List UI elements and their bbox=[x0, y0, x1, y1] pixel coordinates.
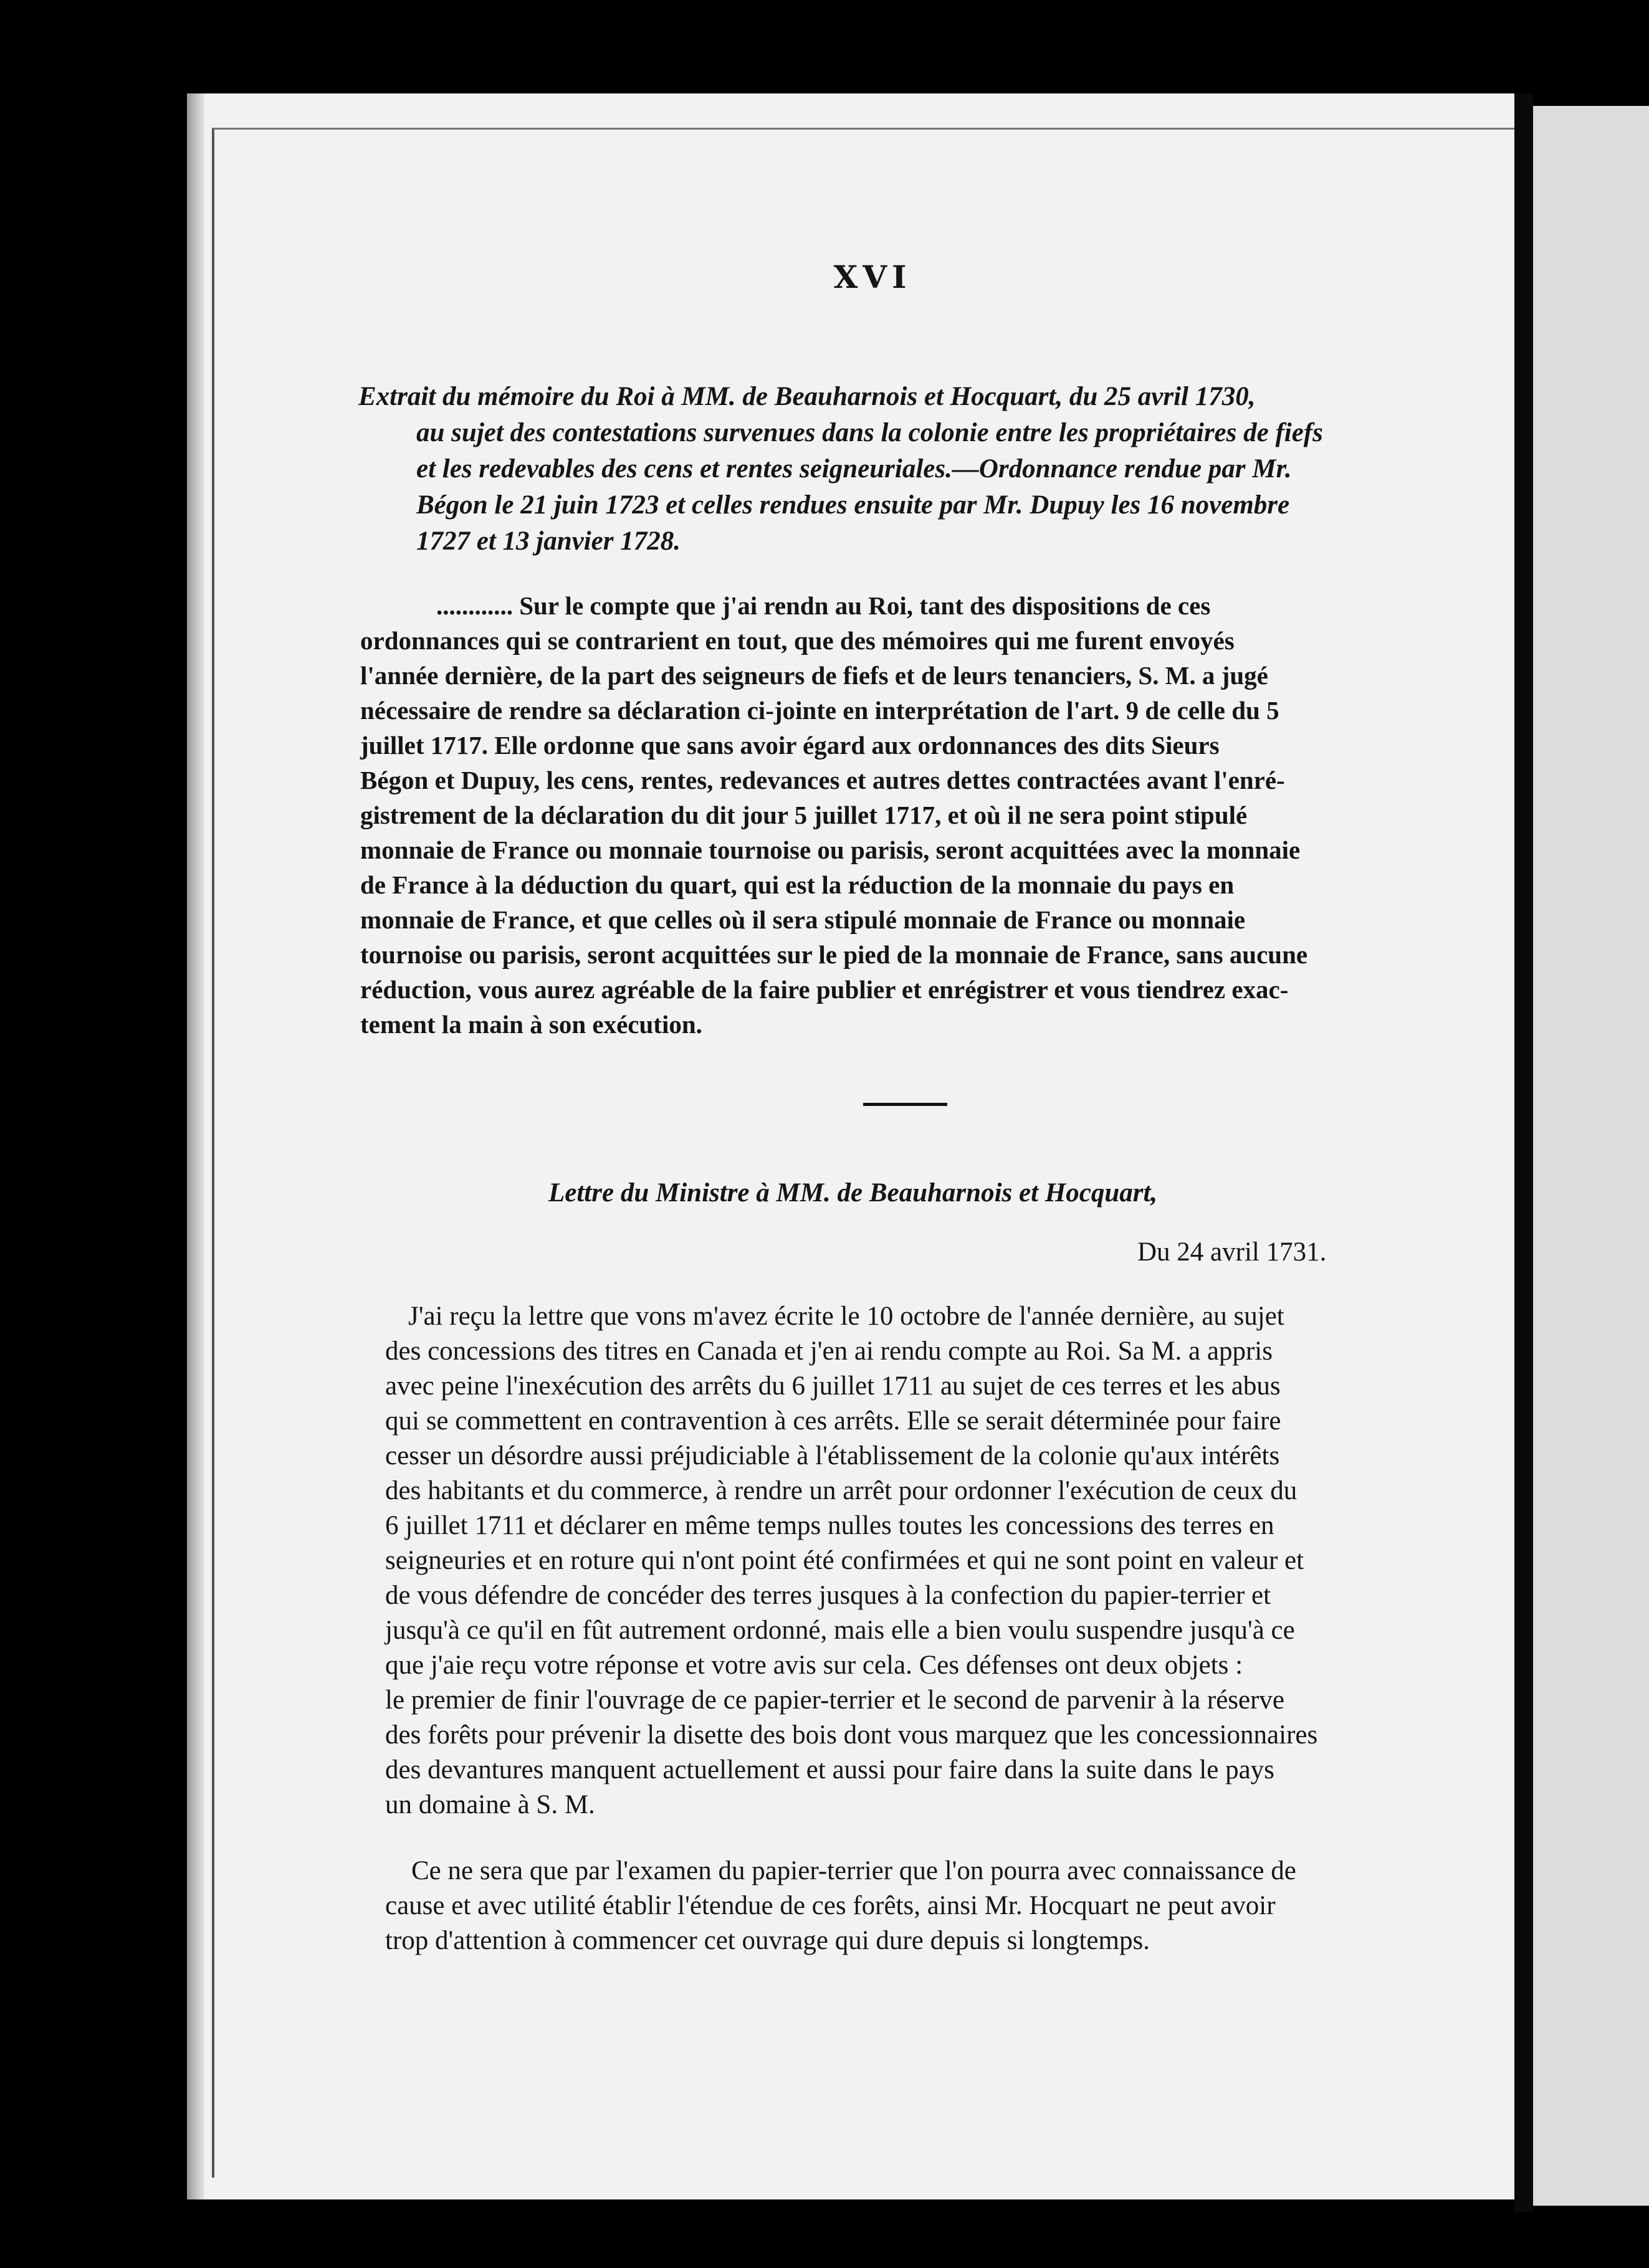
body-line: des devantures manquent actuellement et aussi pour faire dans la suite dans le pays bbox=[385, 1755, 1274, 1784]
body-line: avec peine l'inexécution des arrêts du 6 juillet 1711 au sujet de ces terres et les abus bbox=[385, 1371, 1281, 1401]
section-divider bbox=[863, 1103, 947, 1106]
body-line: trop d'attention à commencer cet ouvrage qui dure depuis si longtemps. bbox=[385, 1926, 1150, 1955]
body-line: monnaie de France, et que celles où il sera stipulé monnaie de France ou monnaie bbox=[360, 905, 1246, 934]
heading-line: et les redevables des cens et rentes seigneuriales.—Ordonnance rendue par Mr. bbox=[416, 454, 1292, 484]
letter-date: Du 24 avril 1731. bbox=[1137, 1237, 1327, 1267]
body-line: ordonnances qui se contrarient en tout, que des mémoires qui me furent envoyés bbox=[360, 626, 1235, 655]
heading-line: 1727 et 13 janvier 1728. bbox=[416, 526, 681, 556]
body-line: ............ Sur le compte que j'ai rendn au Roi, tant des dispositions de ces bbox=[436, 591, 1211, 620]
body-line: 6 juillet 1711 et déclarer en même temps nulles toutes les concessions des terres en bbox=[385, 1511, 1274, 1540]
page-number: XVI bbox=[833, 259, 912, 295]
body-line: le premier de finir l'ouvrage de ce papier-terrier et le second de parvenir à la réserve bbox=[385, 1685, 1285, 1715]
body-line: Ce ne sera que par l'examen du papier-terrier que l'on pourra avec connaissance de bbox=[411, 1856, 1296, 1885]
body-line: réduction, vous aurez agréable de la faire publier et enrégistrer et vous tiendrez exac- bbox=[360, 975, 1289, 1004]
body-line: juillet 1717. Elle ordonne que sans avoir égard aux ordonnances des dits Sieurs bbox=[360, 731, 1220, 760]
page-edge bbox=[187, 93, 204, 2199]
body-line: nécessaire de rendre sa déclaration ci-jointe en interprétation de l'art. 9 de celle du 5 bbox=[360, 696, 1279, 725]
body-line: des habitants et du commerce, à rendre un arrêt pour ordonner l'exécution de ceux du bbox=[385, 1476, 1298, 1505]
book-spine bbox=[1514, 93, 1533, 2212]
body-line: monnaie de France ou monnaie tournoise ou parisis, seront acquittées avec la monnaie bbox=[360, 836, 1301, 864]
body-line: tournoise ou parisis, seront acquittées sur le pied de la monnaie de France, sans aucune bbox=[360, 940, 1308, 969]
body-line: de France à la déduction du quart, qui est la réduction de la monnaie du pays en bbox=[360, 870, 1235, 899]
heading-line: au sujet des contestations survenues dans la colonie entre les propriétaires de fiefs bbox=[416, 418, 1323, 447]
facing-page-edge bbox=[1533, 106, 1649, 2206]
body-line: jusqu'à ce qu'il en fût autrement ordonné, mais elle a bien voulu suspendre jusqu'à ce bbox=[385, 1616, 1295, 1645]
body-line: Bégon et Dupuy, les cens, rentes, redevances et autres dettes contractées avant l'enré- bbox=[360, 766, 1285, 794]
body-line: cause et avec utilité établir l'étendue de ces forêts, ainsi Mr. Hocquart ne peut avoir bbox=[385, 1891, 1276, 1920]
heading-line: Bégon le 21 juin 1723 et celles rendues ensuite par Mr. Dupuy les 16 novembre bbox=[416, 490, 1290, 520]
body-line: gistrement de la déclaration du dit jour 5 juillet 1717, et où il ne sera point stipulé bbox=[360, 801, 1248, 829]
body-line: tement la main à son exécution. bbox=[360, 1010, 702, 1039]
body-line: des concessions des titres en Canada et j'en ai rendu compte au Roi. Sa M. a appris bbox=[385, 1336, 1273, 1366]
heading-line: Extrait du mémoire du Roi à MM. de Beauharnois et Hocquart, du 25 avril 1730, bbox=[358, 382, 1256, 411]
body-line: qui se commettent en contravention à ces arrêts. Elle se serait déterminée pour faire bbox=[385, 1406, 1281, 1436]
body-line: cesser un désordre aussi préjudiciable à l'établissement de la colonie qu'aux intérêts bbox=[385, 1441, 1280, 1470]
body-line: seigneuries et en roture qui n'ont point été confirmées et qui ne sont point en valeur et bbox=[385, 1546, 1304, 1575]
letter-title: Lettre du Ministre à MM. de Beauharnois et Hocquart, bbox=[548, 1178, 1158, 1208]
body-line: des forêts pour prévenir la disette des bois dont vous marquez que les concessionnaires bbox=[385, 1720, 1318, 1750]
body-line: de vous défendre de concéder des terres jusques à la confection du papier-terrier et bbox=[385, 1581, 1271, 1610]
body-line: l'année dernière, de la part des seigneurs de fiefs et de leurs tenanciers, S. M. a jugé bbox=[360, 661, 1268, 690]
body-line: que j'aie reçu votre réponse et votre avis sur cela. Ces défenses ont deux objets : bbox=[385, 1651, 1243, 1680]
body-line: un domaine à S. M. bbox=[385, 1790, 595, 1819]
body-line: J'ai reçu la lettre que vons m'avez écrite le 10 octobre de l'année dernière, au sujet bbox=[408, 1302, 1284, 1331]
